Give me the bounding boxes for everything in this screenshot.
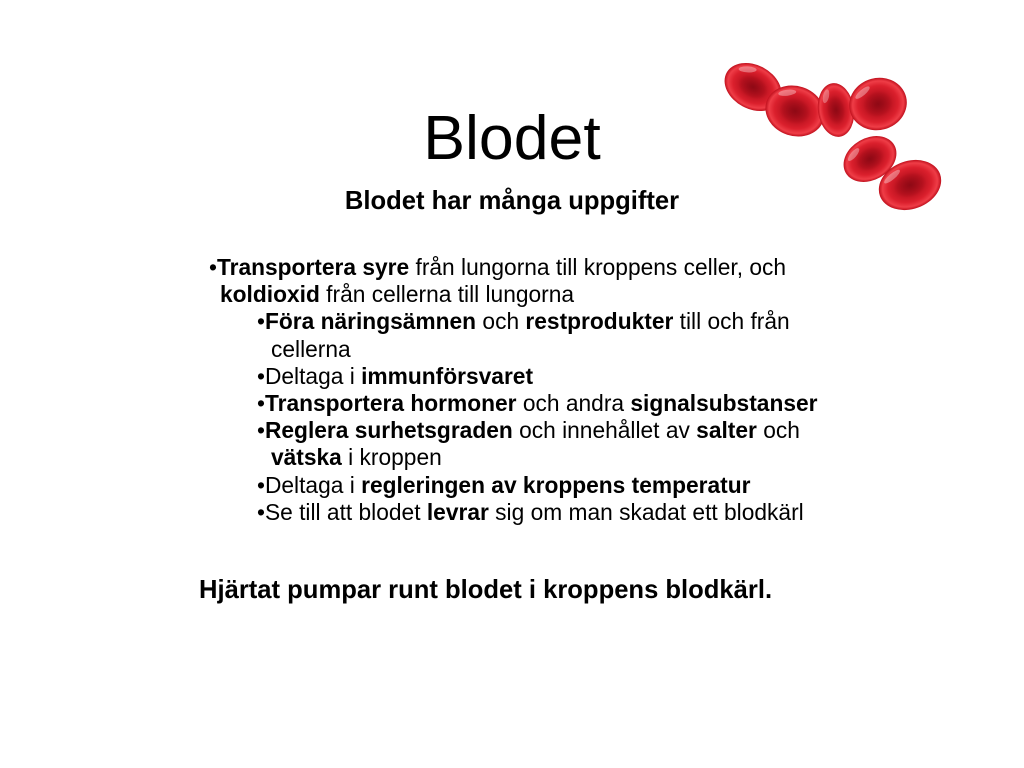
bullet-text-emphasis: Reglera surhetsgraden <box>264 417 513 444</box>
bullet-text-emphasis: koldioxid <box>220 281 320 308</box>
bullet-line-continued <box>0 336 1024 363</box>
red-blood-cells-icon <box>715 55 950 215</box>
bullet-text-emphasis: Transportera syre <box>216 254 410 280</box>
bullet-text-emphasis: signalsubstanser <box>630 389 818 416</box>
bullet-text: cellerna <box>271 335 351 362</box>
bullet-line <box>0 417 1024 444</box>
bullet-text: Se till att blodet <box>264 498 427 525</box>
bullet-text: Deltaga i <box>264 471 362 498</box>
bullet-item <box>0 390 1024 417</box>
bullet-text-emphasis: Föra näringsämnen <box>264 308 477 335</box>
bullet-text-emphasis: Transportera hormoner <box>264 389 517 416</box>
bullet-marker: • <box>257 308 265 335</box>
bullet-text: och innehållet av <box>512 417 697 444</box>
bullet-item <box>0 254 1024 308</box>
slide-conclusion: Hjärtat pumpar runt blodet i kroppens blodkärl. <box>199 576 773 604</box>
bullet-text: i kroppen <box>341 444 442 471</box>
bullet-marker: • <box>257 362 265 389</box>
bullet-text-emphasis: levrar <box>426 498 489 525</box>
bullet-item <box>0 308 1024 362</box>
bullet-line-continued <box>0 281 1024 308</box>
bullet-item <box>0 417 1024 471</box>
bullet-text-emphasis: immunförsvaret <box>361 362 534 389</box>
bullet-line <box>0 363 1024 390</box>
bullet-text-emphasis: vätska <box>271 444 342 471</box>
bullet-text-emphasis: regleringen av kroppens temperatur <box>361 471 751 498</box>
bullet-line <box>0 472 1024 499</box>
bullet-text: sig om man skadat ett blodkärl <box>488 498 804 525</box>
bullet-text: och andra <box>516 389 631 416</box>
bullet-text-emphasis: salter <box>696 417 757 444</box>
bullet-text-emphasis: restprodukter <box>525 308 674 335</box>
slide-title: Blodet <box>423 103 601 173</box>
bullet-marker: • <box>257 498 265 525</box>
bullet-text: från cellerna till lungorna <box>319 281 575 308</box>
bullet-line <box>0 308 1024 335</box>
bullet-text: och <box>476 308 526 335</box>
bullet-line <box>0 499 1024 526</box>
bullet-marker: • <box>257 389 265 416</box>
bullet-text: och <box>756 417 800 444</box>
bullet-text: till och från <box>673 308 790 335</box>
bullet-line <box>0 390 1024 417</box>
bullet-list <box>0 254 1024 526</box>
bullet-line <box>0 254 1024 281</box>
bullet-line-continued <box>0 444 1024 471</box>
bullet-item <box>0 499 1024 526</box>
bullet-item <box>0 472 1024 499</box>
red-blood-cell <box>843 71 912 136</box>
bullet-item <box>0 363 1024 390</box>
bullet-text: Deltaga i <box>264 362 362 389</box>
slide-subtitle: Blodet har många uppgifter <box>344 187 680 215</box>
bullet-text: från lungorna till kroppens celler, och <box>409 254 787 280</box>
bullet-marker: • <box>209 254 217 280</box>
bullet-marker: • <box>257 417 265 444</box>
bullet-marker: • <box>257 471 265 498</box>
